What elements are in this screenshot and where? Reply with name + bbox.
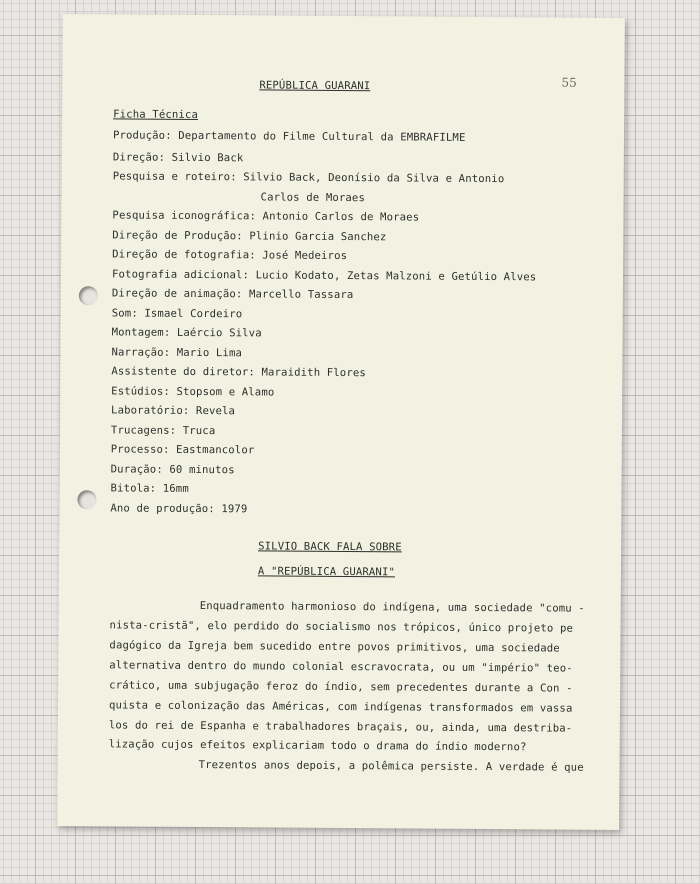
credit-line: Estúdios: Stopsom e Alamo (111, 385, 275, 399)
paragraph-line: quista e colonização das Américas, com indígenas transformados em vassa (108, 699, 573, 715)
ficha-tecnica-heading: Ficha Técnica (113, 108, 199, 121)
credit-line: Assistente do diretor: Maraidith Flores (111, 365, 366, 380)
credit-line: Trucagens: Truca (110, 424, 216, 438)
credit-line: Produção: Departamento do Filme Cultural da EMBRAFILME (112, 129, 466, 144)
paragraph-line: dagógico da Igreja bem sucedido entre povos primitivos, uma sociedade (109, 639, 560, 655)
paragraph-line: lização cujos efeitos explicariam todo o drama do índio moderno? (108, 738, 527, 754)
paragraph-line: crático, uma subjugação feroz do índio, sem precedentes durante a Con - (109, 679, 573, 695)
paragraph-line: los do rei de Espanha e trabalhadores braçais, ou, ainda, uma destriba- (108, 719, 573, 735)
punch-hole (79, 286, 98, 305)
credit-line: Bitola: 16mm (110, 482, 189, 495)
credit-line-continuation: Carlos de Moraes (260, 191, 366, 205)
punch-hole (77, 490, 96, 509)
paragraph-line: Enquadramento harmonioso do indígena, uma sociedade "comu - (199, 600, 585, 615)
credit-line: Direção: Silvio Back (112, 151, 244, 165)
credit-line: Ano de produção: 1979 (110, 502, 248, 516)
credit-line: Processo: Eastmancolor (110, 443, 255, 457)
credit-line: Direção de Produção: Plinio Garcia Sanchez (112, 229, 387, 244)
document-title: REPÚBLICA GUARANI (259, 79, 371, 93)
credit-line: Duração: 60 minutos (110, 463, 235, 477)
credit-line: Laboratório: Revela (111, 404, 236, 418)
paragraph-line: alternativa dentro do mundo colonial escravocrata, ou um "império" teo- (109, 659, 573, 675)
credit-line: Pesquisa iconográfica: Antonio Carlos de Moraes (112, 209, 420, 224)
credit-line: Montagem: Laércio Silva (111, 326, 262, 340)
credit-line: Pesquisa e roteiro: Silvio Back, Deonísio da Silva e Antonio (112, 170, 505, 186)
page-number: 55 (561, 75, 578, 90)
credit-line: Som: Ismael Cordeiro (111, 307, 243, 321)
section-heading: SILVIO BACK FALA SOBRE (258, 540, 402, 554)
credit-line: Direção de animação: Marcello Tassara (111, 287, 354, 302)
credit-line: Direção de fotografia: José Medeiros (112, 248, 348, 263)
credit-line: Narração: Mario Lima (111, 346, 243, 360)
document-page (57, 14, 625, 830)
paragraph-line: Trezentos anos depois, a polêmica persiste. A verdade é que (198, 759, 584, 774)
credit-line: Fotografia adicional: Lucio Kodato, Zetas Malzoni e Getúlio Alves (111, 268, 537, 284)
paragraph-line: nista-cristã", elo perdido do socialismo nos trópicos, único projeto pe (109, 619, 574, 635)
section-subheading: A "REPÚBLICA GUARANI" (257, 565, 396, 579)
